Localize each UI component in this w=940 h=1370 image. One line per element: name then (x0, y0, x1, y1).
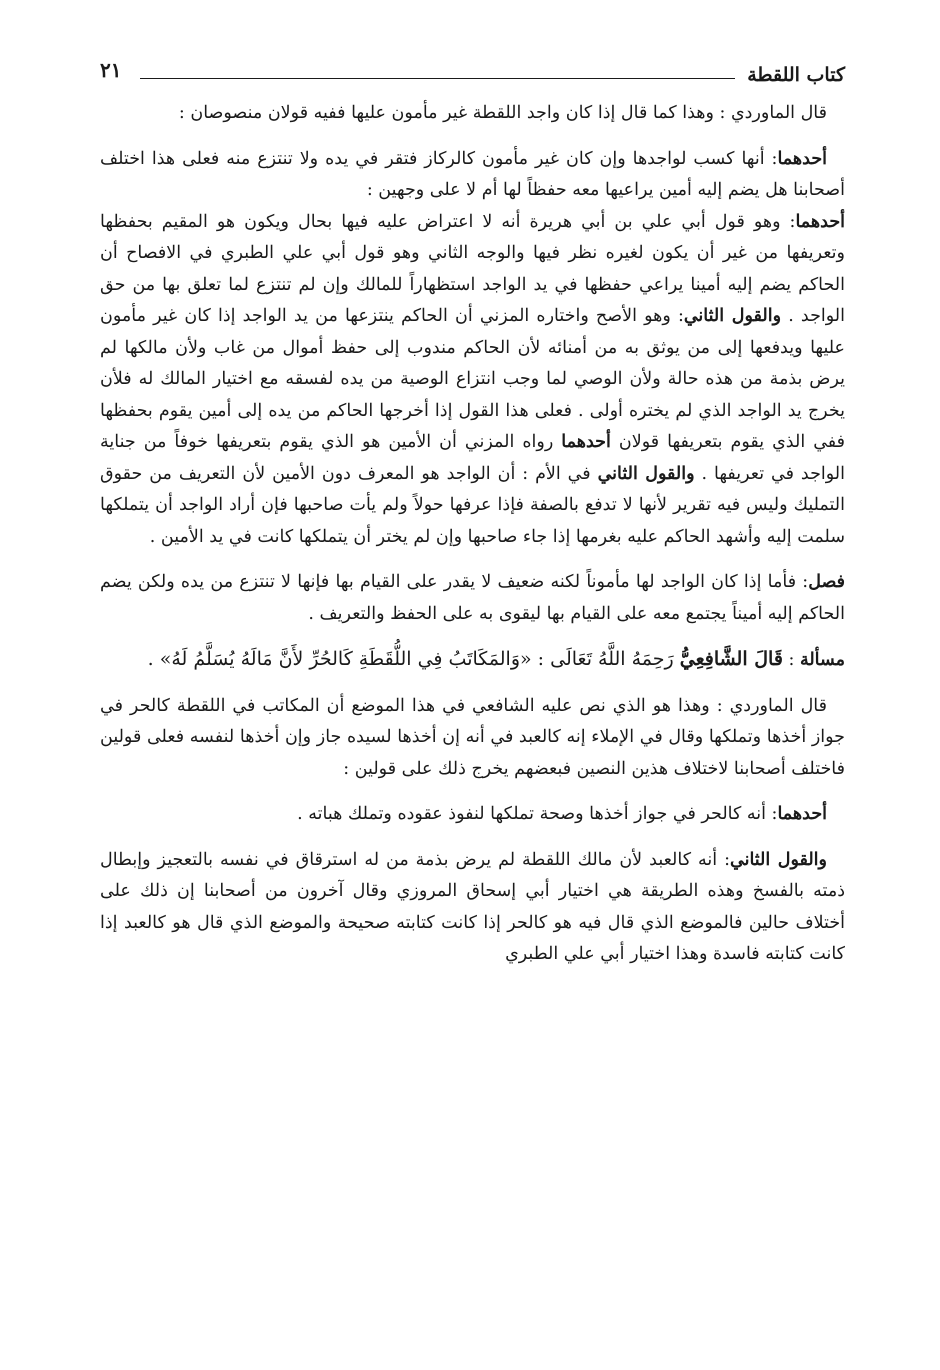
paragraph-6 (100, 691, 845, 786)
text-run: : أنه كالحر في جواز أخذها وصحة تملكها لنفوذ عقوده وتملك هباته . (297, 804, 778, 824)
text-run: : أنها كسب لواجدها وإن كان غير مأمون كالركاز فتقر في يده ولا تنتزع منه فعلى هذا اختلف أصحابنا هل يضم إليه أمين يراعيها معه حفظاً لها أم لا على وجهين : (100, 148, 845, 200)
term-question: مسألة (799, 650, 845, 670)
text-run: : فأما إذا كان الواجد لها مأموناً لكنه ضعيف لا يقدر على القيام بها فإنها لا تنتزع من يده ولكن يضم الحاكم إليه أميناً يجتمع معه على القيام بها ليقوى به على الحفظ والتعريف . (100, 572, 845, 624)
paragraph-8 (100, 845, 845, 971)
paragraph-2 (100, 144, 845, 207)
page-header (100, 52, 845, 92)
term-second-saying: والقول الثاني (729, 849, 827, 870)
term-second-saying: والقول الثاني (597, 463, 695, 484)
text-run: قال الماوردي : وهذا كما قال إذا كان واجد اللقطة غير مأمون عليها ففيه قولان منصوصان : (178, 103, 827, 123)
text-run: قال الماوردي : وهذا هو الذي نص عليه الشافعي في هذا الموضع أن المكاتب في اللقطة كالحر في جواز أخذها وتملكها وقال في الإملاء إنه كالعبد في أنه إن أخذها لسيده جاز وإن أخذها لنفسه فعلى قولين فاختلف أصحابنا لاختلاف هذين النصين فبعضهم يخرج ذلك على قولين : (100, 695, 845, 779)
term-first: أحدهما (795, 211, 845, 232)
page-number: ٢١ (100, 58, 122, 82)
text-run: : أنه كالعبد لأن مالك اللقطة لم يرض بذمة من له استرقاق في نفسه بالتعجيز وإبطال ذمته بالفسخ وهذه الطريقة هي اختيار أبي إسحاق المروزي وقال آخرون من أصحابنا إن ذلك على أختلاف حالين فالموضع الذي قال فيه هو كالحر إذا كانت كتابته صحيحة والموضع الذي قال هو كالعبد إذا كانت كتابته فاسدة وهذا اختيار أبي علي الطبري (100, 849, 845, 964)
term-first: أحدهما (561, 432, 611, 452)
paragraph-4 (100, 567, 845, 630)
quoted-text: رَحِمَهُ اللَّهُ تَعَالَى : «وَالمَكَاتَبُ فِي اللُّقَطَةِ كَالحُرِّ لأَنَّ مَالَهُ يُسَلَّمُ لَهُ» . (147, 648, 680, 670)
text-run: : (782, 650, 800, 670)
text-run: : وهو الأصح واختاره المزني أن الحاكم ينتزعها من يد الواجد إذا كان غير مأمون عليها ويدفعها إلى من يوثق به من أمنائه لأن الحاكم مندوب إلى حفظ أموال من غاب ولأن مالكها لم يرض بذمة من هذه حالة ولأن الوصي لما وجب انتزاع الوصية من يده لفسقه مع اختيار المالك له فلأن يخرج يد الواجد الذي لم يختره أولى . فعلى هذا القول إذا أخرجها الحاكم من يده إلى أمين يقوم بحفظها ففي الذي يقوم بتعريفها قولان (100, 306, 845, 452)
text-run: : وهو قول أبي علي بن أبي هريرة أنه لا اعتراض عليه فيها بحال ويكون هو المقيم بحفظها وتعريفها من غير أن يكون لغيره نظر فيها والوجه الثاني وهو قول أبي علي الطبري في الافصاح أن الحاكم يضم إليه أمينا يراعي حفظها في يد الواجد استظهاراً للمالك وإن لم تنتزع لما تعلق بها من حق الواجد . (100, 211, 846, 326)
term-first: أحدهما (777, 148, 827, 169)
imam-name: قَالَ الشَّافِعِيُّ (679, 648, 783, 670)
term-second-saying: والقول الثاني (683, 306, 782, 326)
term-first: أحدهما (777, 804, 827, 824)
text-run: رواه المزني أن الأمين هو الذي يقوم بتعريفها خوفاً من جناية الواجد في تعريفها . (100, 432, 845, 484)
running-title: كتاب اللقطة (747, 64, 845, 86)
term-section: فصل (808, 572, 845, 592)
document-page (100, 52, 845, 971)
paragraph-1 (100, 98, 845, 130)
header-rule (140, 78, 735, 79)
paragraph-5 (100, 644, 845, 677)
text-run: في الأم : أن الواجد هو المعرف دون الأمين لأن التعريف من حقوق التمليك وليس فيه تقرير لأنها لا تدفع بالصفة فإذا عرفها حولاً ولم يأت صاحبها فإن أراد الواجد أن يتملكها سلمت إليه وأشهد الحاكم عليه بغرمها إذا جاء صاحبها وإن لم يختر أن يتملكها كانت في يد الأمين . (100, 463, 845, 547)
paragraph-3 (100, 207, 845, 554)
paragraph-7 (100, 799, 845, 831)
